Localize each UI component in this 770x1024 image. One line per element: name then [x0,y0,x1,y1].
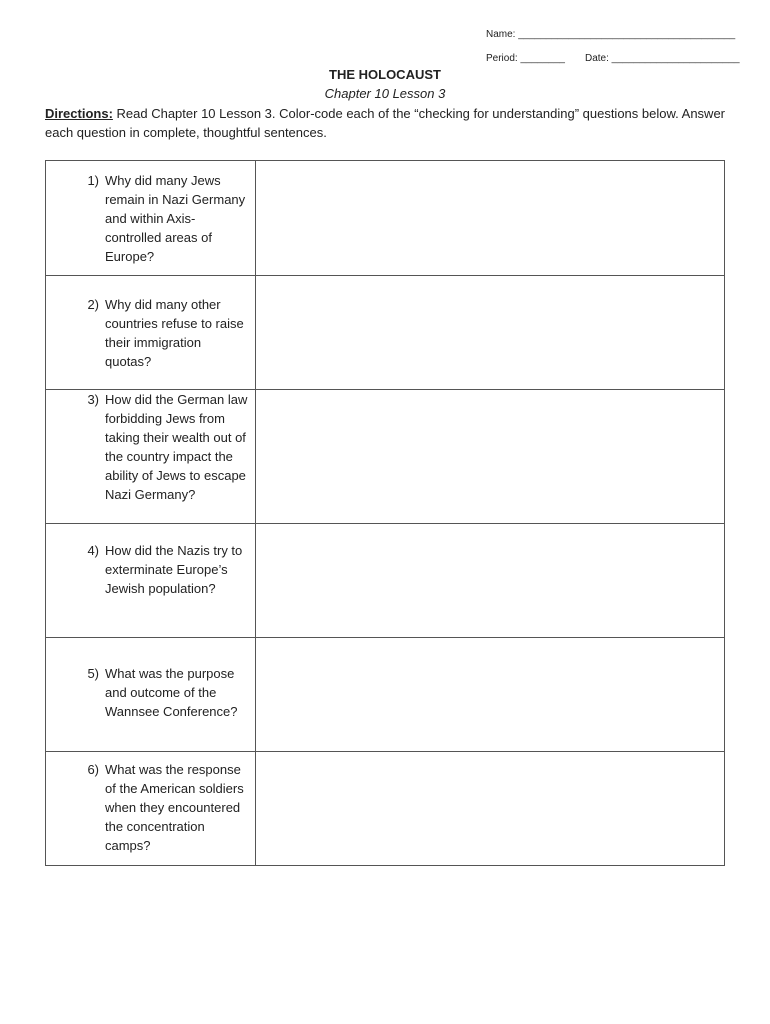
question-number: 1) [87,173,99,188]
question-text: What was the purpose and outcome of the Wannsee Conference? [105,666,238,719]
question-text: How did the Nazis try to exterminate Europe’s Jewish population? [105,543,243,596]
period-field[interactable]: Period: ________ [486,53,565,64]
directions-label: Directions: [45,106,113,121]
question-cell-2 [46,276,256,390]
question-number: 6) [87,762,99,777]
question-row-5 [46,638,725,752]
name-field[interactable]: Name: _______________________________________ [486,29,736,40]
question-row-3 [46,390,725,524]
question-cell-4 [46,524,256,638]
question-text: Why did many other countries refuse to raise their immigration quotas? [105,297,244,369]
worksheet-subtitle: Chapter 10 Lesson 3 [324,86,446,101]
question-table [45,160,725,866]
question-row-2 [46,276,725,390]
answer-cell-3[interactable] [256,390,725,524]
answer-cell-4[interactable] [256,524,725,638]
question-cell-6 [46,752,256,866]
worksheet-title: THE HOLOCAUST [329,67,441,82]
question-number: 2) [87,297,99,312]
question-text: How did the German law forbidding Jews from taking their wealth out of the country impact the ability of Jews to escape Nazi Germany? [105,392,248,502]
question-cell-1 [46,161,256,276]
directions-paragraph [45,104,725,142]
question-row-1 [46,161,725,276]
answer-cell-5[interactable] [256,638,725,752]
date-field[interactable]: Date: _______________________ [585,53,740,64]
answer-cell-1[interactable] [256,161,725,276]
question-row-4 [46,524,725,638]
answer-cell-2[interactable] [256,276,725,390]
answer-cell-6[interactable] [256,752,725,866]
question-number: 3) [87,392,99,407]
question-number: 5) [87,666,99,681]
question-cell-5 [46,638,256,752]
question-text: What was the response of the American soldiers when they encountered the concentration camps? [105,762,244,853]
question-cell-3 [46,390,256,524]
directions-text: Read Chapter 10 Lesson 3. Color-code each of the “checking for understanding” questions below. Answer each question in complete, thoughtful sentences. [45,106,725,140]
question-text: Why did many Jews remain in Nazi Germany and within Axis-controlled areas of Europe? [105,173,246,264]
question-number: 4) [87,543,99,558]
question-row-6 [46,752,725,866]
